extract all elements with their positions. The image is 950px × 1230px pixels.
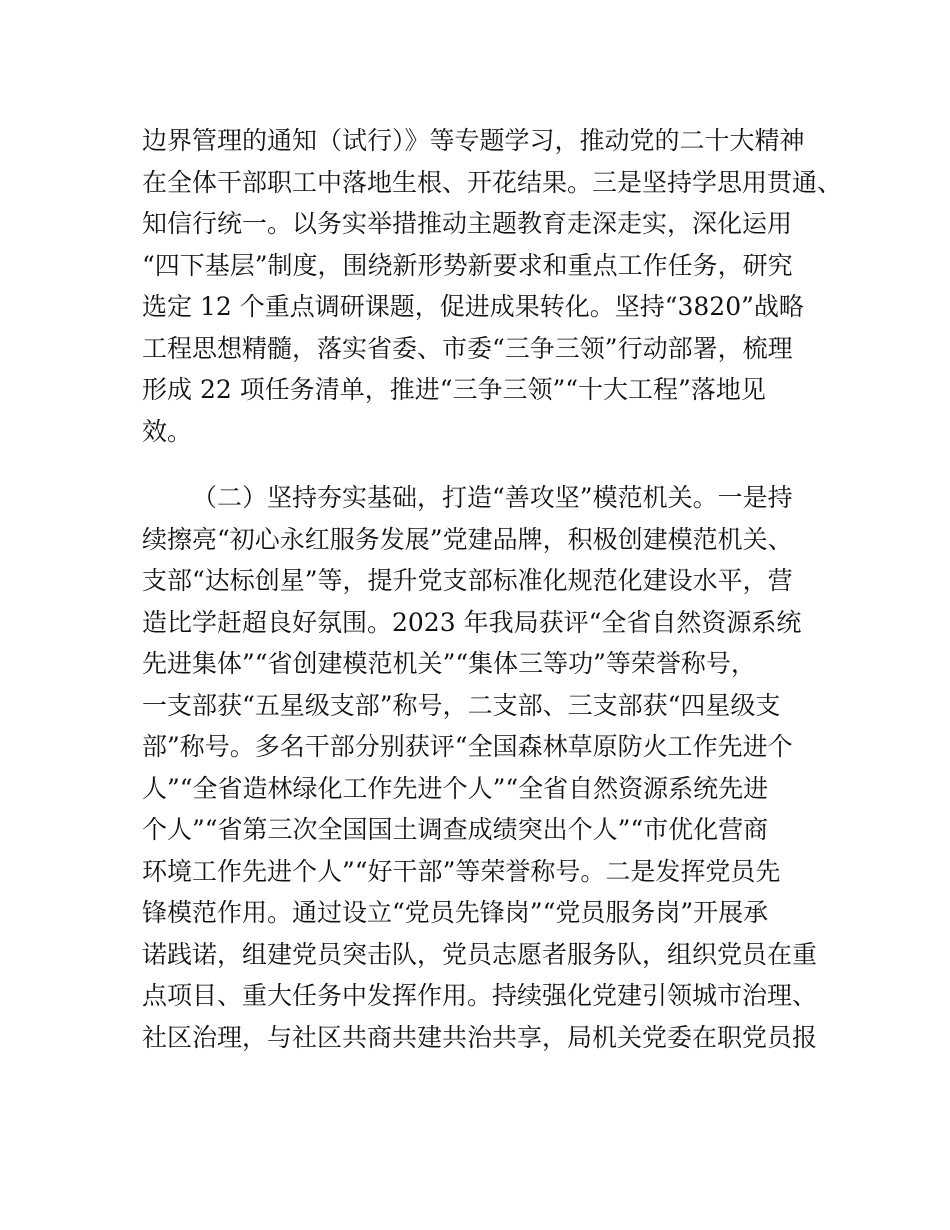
text-line: 支部“达标创星”等，提升党支部标准化规范化建设水平，营 (142, 566, 793, 595)
text-line: 一支部获“五星级支部”称号，二支部、三支部获“四星级支 (142, 690, 781, 720)
text-line: 在全体干部职工中落地生根、开花结果。三是坚持学思用贯通、 (142, 167, 843, 197)
paragraph-1 (142, 120, 843, 452)
text-line: 点项目、重大任务中发挥作用。持续强化党建引领城市治理、 (142, 981, 818, 1010)
text-line: 造比学赶超良好氛围。2023 年我局获评“全省自然资源系统 (142, 607, 802, 637)
text-line: 个人”“省第三次全国国土调查成绩突出个人”“市优化营商 (142, 815, 769, 844)
text-line: 部”称号。多名干部分别获评“全国森林草原防火工作先进个 (142, 732, 793, 761)
text-line: 社区治理，与社区共商共建共治共享，局机关党委在职党员报 (142, 1022, 818, 1052)
text-line: 效。 (142, 416, 193, 446)
paragraph-2 (142, 477, 822, 1058)
text-line: 锋模范作用。通过设立“党员先锋岗”“党员服务岗”开展承 (142, 898, 769, 927)
text-line: （二）坚持夯实基础，打造“善攻坚”模范机关。一是持 (192, 483, 793, 512)
text-line: 人”“全省造林绿化工作先进个人”“全省自然资源系统先进 (142, 773, 769, 803)
text-line: 工程思想精髓，落实省委、市委“三争三领”行动部署，梳理 (142, 333, 793, 363)
text-line: 先进集体”“省创建模范机关”“集体三等功”等荣誉称号， (142, 649, 756, 678)
text-line: 选定 12 个重点调研课题，促进成果转化。坚持“3820”战略 (142, 292, 804, 321)
text-line: 形成 22 项任务清单，推进“三争三领”“十大工程”落地见 (142, 375, 766, 404)
text-line: 边界管理的通知（试行）》等专题学习，推动党的二十大精神 (142, 126, 805, 155)
text-line: 续擦亮“初心永红服务发展”党建品牌，积极创建模范机关、 (142, 524, 793, 554)
text-line: 环境工作先进个人”“好干部”等荣誉称号。二是发挥党员先 (142, 856, 781, 886)
text-line: 诺践诺，组建党员突击队，党员志愿者服务队，组织党员在重 (142, 939, 818, 969)
text-line: 知信行统一。以务实举措推动主题教育走深走实，深化运用 (142, 209, 793, 238)
text-line: “四下基层”制度，围绕新形势新要求和重点工作任务，研究 (142, 250, 793, 280)
